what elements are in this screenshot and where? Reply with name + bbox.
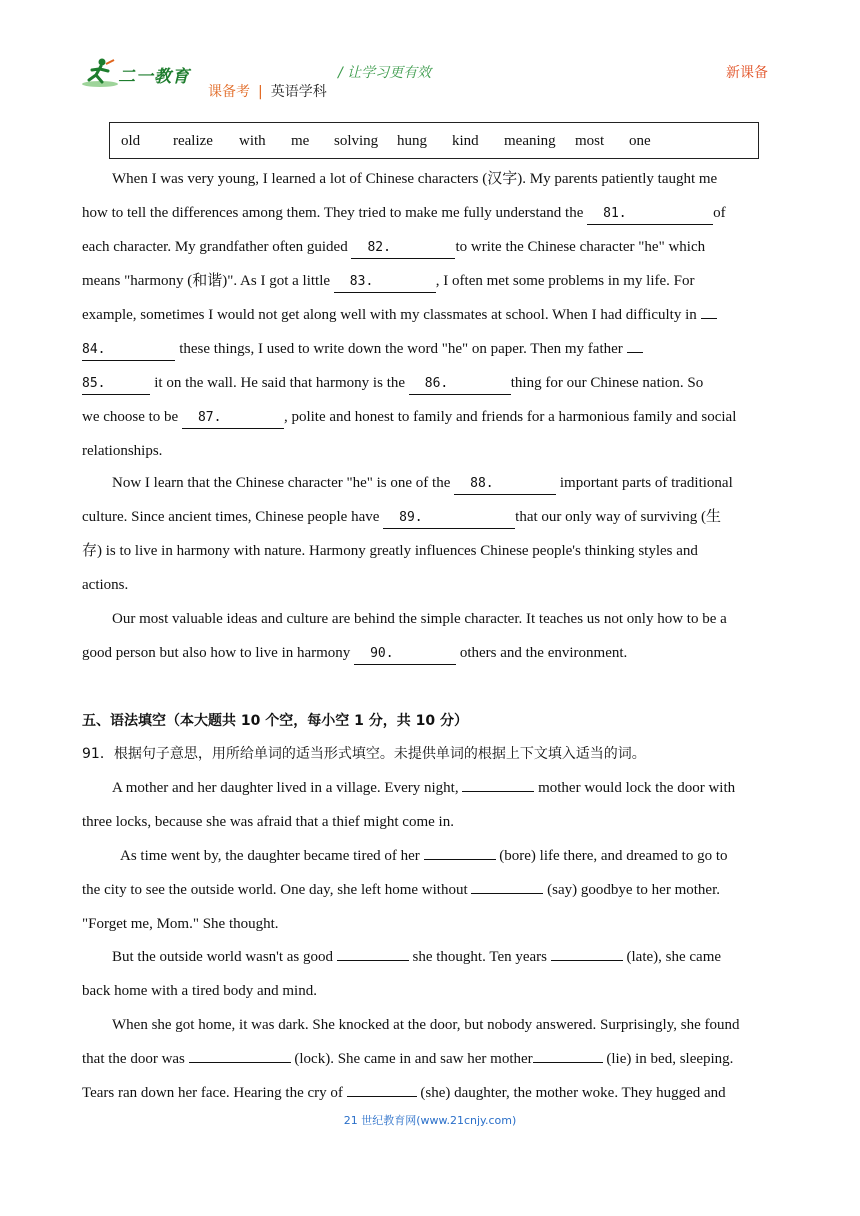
blank-number: 81.: [603, 206, 627, 221]
text-line: that our only way of surviving (生: [515, 509, 721, 525]
blank-number: 85.: [82, 376, 106, 391]
blank-87[interactable]: [182, 407, 284, 429]
grammar-blank[interactable]: [551, 960, 623, 961]
passage2-paragraph4: [82, 1008, 782, 1110]
text-line: (say) goodbye to her mother.: [547, 882, 720, 898]
grammar-blank[interactable]: [462, 791, 534, 792]
text-line: Tears ran down her face. Hearing the cry of: [82, 1085, 343, 1101]
text-line: the city to see the outside world. One day, she left home without: [82, 882, 468, 898]
text-line: means "harmony (和谐)". As I got a little: [82, 273, 331, 289]
text-line: that the door was: [82, 1051, 185, 1067]
blank-number: 86.: [424, 376, 449, 391]
blank-number: 84.: [82, 342, 106, 357]
blank-82[interactable]: [351, 237, 455, 259]
text-line: these things, I used to write down the word "he" on paper. Then my father: [179, 341, 623, 357]
blank-88[interactable]: [454, 473, 556, 495]
text-line: back home with a tired body and mind.: [82, 983, 317, 999]
word-bank-item: me: [291, 133, 310, 149]
text-line: (lie) in bed, sleeping.: [606, 1051, 734, 1067]
passage1-paragraph2: [82, 466, 782, 602]
text-line: relationships.: [82, 443, 163, 459]
logo-text: 二一教育: [118, 67, 190, 87]
grammar-blank[interactable]: [347, 1096, 417, 1097]
blank-number: 89.: [399, 510, 423, 525]
word-bank-item: most: [575, 133, 605, 149]
text-line: of: [713, 205, 726, 221]
text-line: (late), she came: [626, 949, 722, 965]
text-line: When I was very young, I learned a lot of Chinese characters (汉字). My parents patiently taught me: [112, 171, 718, 187]
word-bank-item: with: [239, 133, 266, 149]
text-line: As time went by, the daughter became tired of her: [120, 848, 420, 864]
category-label: 课备考: [208, 84, 250, 100]
grammar-blank[interactable]: [424, 859, 496, 860]
blank-86[interactable]: [409, 373, 511, 395]
blank-85-start: [627, 352, 643, 353]
subject-label: 英语学科: [270, 84, 327, 100]
text-line: Now I learn that the Chinese character "he" is one of the: [112, 475, 451, 491]
blank-90[interactable]: [354, 643, 456, 665]
blank-85[interactable]: [82, 373, 150, 395]
word-bank-item: realize: [173, 133, 213, 149]
word-bank: [109, 122, 759, 159]
text-line: But the outside world wasn't as good: [112, 949, 334, 965]
grammar-blank[interactable]: [471, 893, 543, 894]
word-bank-item: meaning: [504, 133, 556, 149]
footer-source: 21 世纪教育网(www.21cnjy.com): [343, 1114, 517, 1127]
blank-number: 82.: [367, 240, 391, 255]
text-line: actions.: [82, 577, 129, 593]
text-line: culture. Since ancient times, Chinese people have: [82, 509, 380, 525]
text-line: she thought. Ten years: [412, 949, 547, 965]
question-instructions: 91．根据句子意思，用所给单词的适当形式填空。未提供单词的根据上下文填入适当的词。: [82, 746, 646, 762]
text-line: thing for our Chinese nation. So: [510, 375, 704, 391]
word-bank-item: hung: [397, 133, 427, 149]
blank-number: 83.: [349, 274, 374, 289]
section-title: 五、语法填空（本大题共 10 个空，每小空 1 分，共 10 分）: [82, 713, 468, 729]
passage2-paragraph3: [82, 940, 782, 1008]
text-line: When she got home, it was dark. She knocked at the door, but nobody answered. Surprisingly, she found: [112, 1017, 740, 1033]
grammar-blank[interactable]: [533, 1062, 603, 1063]
grammar-blank[interactable]: [189, 1062, 291, 1063]
text-line: A mother and her daughter lived in a village. Every night,: [112, 780, 459, 796]
word-bank-item: one: [629, 133, 651, 149]
separator: |: [258, 84, 263, 100]
text-line: we choose to be: [82, 409, 179, 425]
text-line: three locks, because she was afraid that a thief might come in.: [82, 814, 454, 830]
blank-84-start: [701, 318, 717, 319]
text-line: how to tell the differences among them. They tried to make me fully understand the: [82, 205, 584, 221]
passage1-paragraph1: [82, 162, 782, 468]
text-line: others and the environment.: [459, 645, 628, 661]
text-line: mother would lock the door with: [538, 780, 736, 796]
text-line: to write the Chinese character "he" which: [455, 239, 706, 255]
word-bank-item: old: [121, 133, 141, 149]
blank-84[interactable]: [82, 339, 175, 361]
blank-81[interactable]: [587, 203, 713, 225]
text-line: , I often met some problems in my life. For: [435, 273, 695, 289]
passage2-paragraph1: [82, 771, 782, 839]
text-line: Our most valuable ideas and culture are behind the simple character. It teaches us not only how to be a: [112, 611, 727, 627]
text-line: each character. My grandfather often guided: [82, 239, 348, 255]
text-line: , polite and honest to family and friends for a harmonious family and social: [283, 409, 737, 425]
passage1-paragraph3: [82, 602, 782, 670]
series-label: 新课备: [726, 65, 768, 81]
text-line: (lock). She came in and saw her mother: [294, 1051, 533, 1067]
text-line: example, sometimes I would not get along well with my classmates at school. When I had difficulty in: [82, 307, 697, 323]
grammar-blank[interactable]: [337, 960, 409, 961]
blank-83[interactable]: [334, 271, 436, 293]
text-line: important parts of traditional: [559, 475, 733, 491]
blank-89[interactable]: [383, 507, 515, 529]
word-bank-item: kind: [452, 133, 479, 149]
text-line: "Forget me, Mom." She thought.: [82, 916, 279, 932]
blank-number: 88.: [470, 476, 494, 491]
text-line: good person but also how to live in harmony: [82, 645, 351, 661]
slogan: / 让学习更有效: [338, 65, 432, 81]
text-line: (she) daughter, the mother woke. They hugged and: [420, 1085, 726, 1101]
text-line: it on the wall. He said that harmony is the: [154, 375, 406, 391]
word-bank-item: solving: [334, 133, 379, 149]
passage2-paragraph2: [82, 839, 782, 941]
blank-number: 90.: [370, 646, 394, 661]
subhead: [208, 81, 327, 101]
text-line: 存) is to live in harmony with nature. Harmony greatly influences Chinese people's thinking styles and: [82, 543, 698, 559]
blank-number: 87.: [197, 410, 222, 425]
text-line: (bore) life there, and dreamed to go to: [499, 848, 728, 864]
